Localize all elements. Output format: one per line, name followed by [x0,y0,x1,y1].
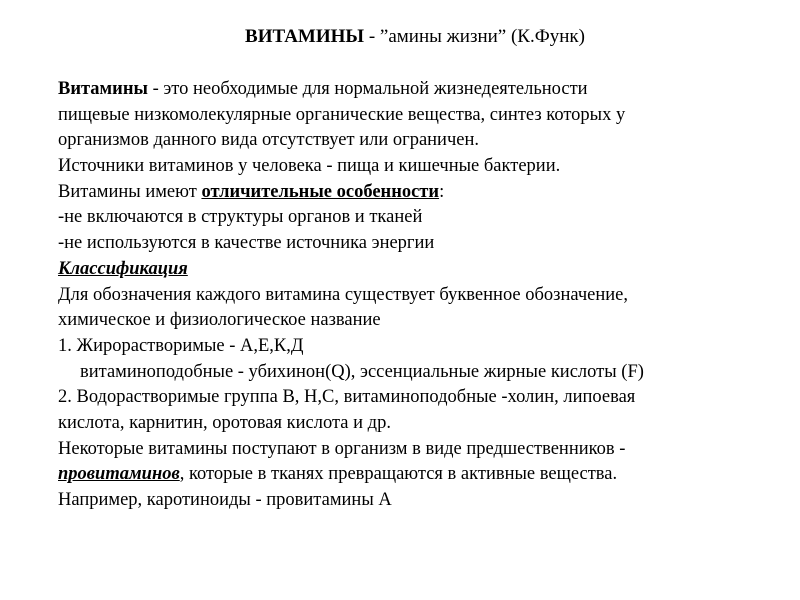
features-prefix: Витамины имеют [58,181,202,202]
definition-line-1 [58,77,788,103]
feature-item-1: -не включаются в структуры органов и тканей [58,207,423,228]
fat-soluble-line: 1. Жирорастворимые - А,Е,К,Д [58,335,304,356]
features-line [58,180,788,206]
provitamins-line-2 [58,462,788,488]
provitamins-line-1: Некоторые витамины поступают в организм в виде предшественников - [58,438,626,459]
fat-like-line: витаминоподобные - убихинон(Q), эссенциальные жирные кислоты (F) [80,361,644,382]
provitamins-line-2-rest: , которые в тканях превращаются в активные вещества. [179,464,618,485]
water-soluble-line-1: 2. Водорастворимые группа В, Н,С, витаминоподобные -холин, липоевая [58,387,636,408]
definition-term: Витамины [58,79,148,99]
features-suffix: : [439,181,445,202]
classification-heading-text: Классификация [58,258,188,279]
title-rest: - ”амины жизни” (К.Функ) [364,26,585,47]
definition-line-3: организмов данного вида отсутствует или ограничен. [58,130,479,151]
provitamins-line-3: Например, каротиноиды - провитамины А [58,490,392,510]
sources-line: Источники витаминов у человека - пища и кишечные бактерии. [58,156,561,177]
provitamins-term: провитаминов [58,464,180,485]
title-bold: ВИТАМИНЫ [245,26,365,47]
slide-body [58,77,788,514]
features-emphasis: отличительные особенности [201,181,440,202]
definition-line-2: пищевые низкомолекулярные органические вещества, синтез которых у [58,104,626,125]
classification-line-2: химическое и физиологическое название [58,310,381,331]
classification-heading [58,257,788,283]
classification-line-1: Для обозначения каждого витамина существует буквенное обозначение, [58,284,628,305]
feature-item-2: -не используются в качестве источника энергии [58,233,435,254]
water-soluble-line-2: кислота, карнитин, оротовая кислота и др. [58,412,391,433]
slide-title [0,24,800,50]
definition-line-1-rest: - это необходимые для нормальной жизнедеятельности [147,79,588,99]
